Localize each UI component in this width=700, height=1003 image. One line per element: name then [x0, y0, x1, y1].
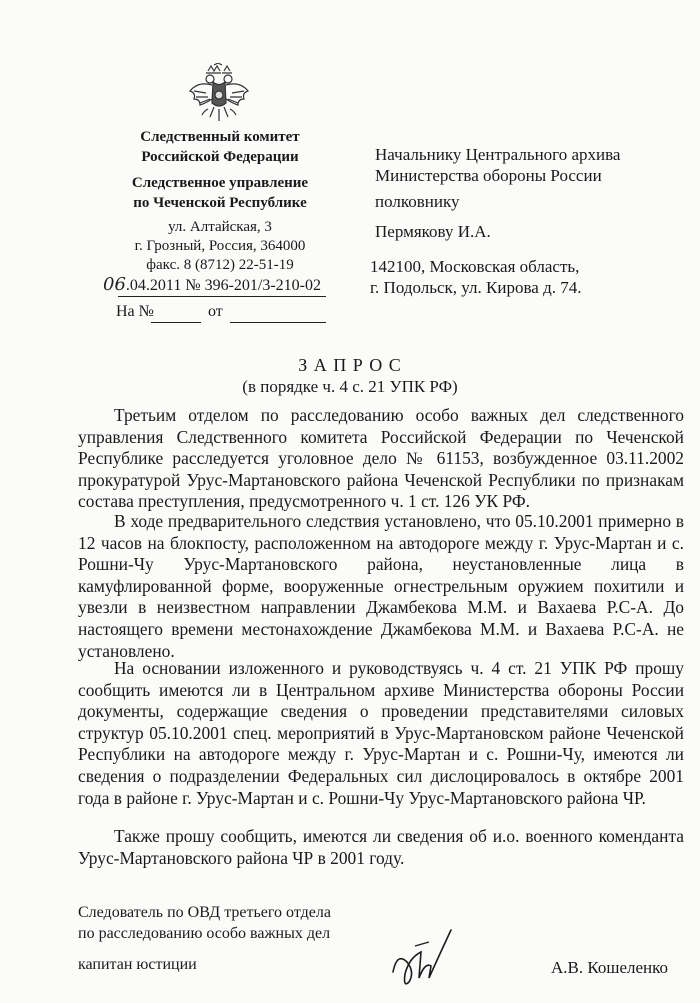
ref-day-handwritten: 06 — [103, 274, 126, 295]
signature-rank: капитан юстиции — [78, 956, 197, 973]
recipient-address-line1: 142100, Московская область, — [370, 257, 580, 276]
sender-city: г. Грозный, Россия, 364000 — [134, 238, 306, 254]
signature-position — [78, 902, 331, 944]
recipient-block — [375, 144, 675, 186]
signature-line2: по расследованию особо важных дел — [78, 925, 331, 942]
recipient-address-line2: г. Подольск, ул. Кирова д. 74. — [370, 278, 582, 297]
body-paragraph-3: На основании изложенного и руководствуясь ч. 4 ст. 21 УПК РФ прошу сообщить имеются ли в Центральном архиве Министерства обороны России документы, содержащие сведения о проведении представителями силовых структур 05.10.2001 спец. мероприятий в Урус-Мартановском районе Чеченской Республики на автодороге между г. Урус-Мартан и с. Рошни-Чу, имеются ли сведения о подразделении Федеральных сил дислоцировалось в октябре 2001 года в районе г. Урус-Мартан и с. Рошни-Чу Урус-Мартановского района ЧР. — [78, 658, 684, 808]
document-title: З А П Р О С — [298, 355, 402, 375]
coat-of-arms-emblem-icon — [186, 63, 252, 125]
body-paragraph-4: Также прошу сообщить, имеются ли сведения об и.о. военного коменданта Урус-Мартановского района ЧР в 2001 году. — [78, 826, 684, 868]
signature-name: А.В. Кошеленко — [551, 958, 669, 977]
sender-department — [100, 173, 340, 213]
reply-date-line — [230, 322, 326, 323]
sender-address — [100, 218, 340, 275]
recipient-line2: Министерства обороны России — [375, 166, 602, 185]
sender-dept-line1: Следственное управление — [131, 175, 309, 191]
sender-fax: факс. 8 (8712) 22-51-19 — [146, 257, 294, 273]
recipient-address — [370, 256, 690, 298]
reference-line — [103, 274, 328, 295]
reference-underline — [118, 296, 326, 297]
reply-reference — [116, 303, 154, 321]
handwritten-signature-icon — [385, 922, 465, 992]
document-subtitle: (в порядке ч. 4 с. 21 УПК РФ) — [242, 377, 458, 396]
reply-number-line — [151, 322, 201, 323]
sender-dept-line2: по Чеченской Республике — [133, 195, 307, 211]
reply-to-label: На № — [116, 303, 154, 320]
recipient-line1: Начальнику Центрального архива — [375, 145, 621, 164]
reply-from-label: от — [208, 303, 223, 320]
recipient-name: Пермякову И.А. — [375, 222, 491, 241]
ref-date-number: .04.2011 № 396-201/3-210-02 — [125, 277, 322, 294]
signature-line1: Следователь по ОВД третьего отдела — [78, 904, 331, 921]
sender-org-line1: Следственный комитет — [140, 129, 300, 145]
sender-org-line2: Российской Федерации — [141, 149, 299, 165]
body-paragraph-2: В ходе предварительного следствия установлено, что 05.10.2001 примерно в 12 часов на блокпосту, расположенном на автодороге между г. Урус-Мартан и с. Рошни-Чу Урус-Мартановского района, неустановленные лица в камуфлированной форме, вооруженные огнестрельным оружием похитили и увезли в неизвестном направлении Джамбекова М.М. и Вахаева Р.С-А. До настоящего времени местонахождение Джамбекова М.М. и Вахаева Р.С-А. не установлено. — [78, 511, 684, 661]
recipient-rank: полковнику — [375, 192, 460, 211]
sender-organization — [100, 127, 340, 167]
sender-street: ул. Алтайская, 3 — [168, 219, 272, 235]
body-paragraph-1: Третьим отделом по расследованию особо важных дел следственного управления Следственного комитета Российской Федерации по Чеченской Республике расследуется уголовное дело № 61153, возбужденное 03.11.2002 прокуратурой Урус-Мартановского района Чеченской Республики по признакам состава преступления, предусмотренного ч. 1 ст. 126 УК РФ. — [78, 405, 684, 512]
